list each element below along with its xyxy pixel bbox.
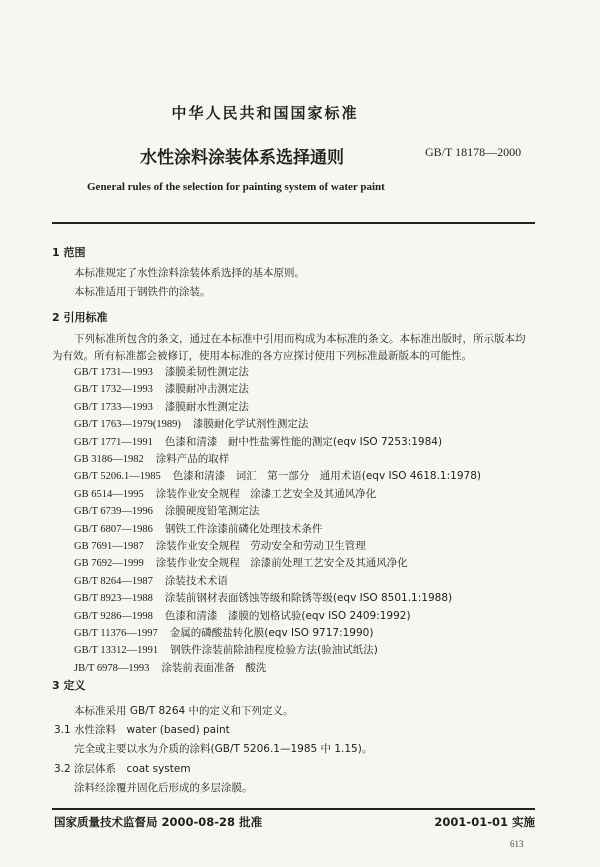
- section-3-intro: 本标准采用 GB/T 8264 中的定义和下列定义。: [74, 705, 294, 717]
- reference-item: [74, 645, 378, 657]
- reference-title: 涂装作业安全规程 劳动安全和劳动卫生管理: [155, 540, 366, 552]
- reference-code: GB/T 8923—1988: [74, 593, 153, 605]
- reference-code: GB 3186—1982: [74, 454, 144, 465]
- reference-title: 色漆和清漆 耐中性盐雾性能的测定(eqv ISO 7253:1984): [164, 435, 443, 448]
- reference-code: GB/T 1733—1993: [74, 401, 153, 413]
- reference-code: GB 7692—1999: [74, 558, 144, 570]
- section-1-heading: 1 范围: [52, 246, 86, 259]
- reference-code: GB/T 11376—1997: [74, 628, 158, 639]
- reference-item: [74, 419, 308, 431]
- reference-code: GB/T 9286—1998: [74, 610, 153, 622]
- standard-code: GB/T 18178—2000: [425, 145, 522, 159]
- reference-item: [74, 524, 322, 536]
- reference-item: [74, 506, 259, 518]
- reference-item: [74, 611, 411, 623]
- section-3-heading: 3 定义: [52, 679, 86, 692]
- section-1-line: 本标准规定了水性涂料涂装体系选择的基本原则。: [74, 267, 305, 279]
- reference-title: 漆膜耐化学试剂性测定法: [192, 418, 309, 431]
- reference-item: [74, 576, 228, 588]
- reference-item: [74, 384, 249, 396]
- bottom-divider: [52, 808, 535, 810]
- section-2-heading: 2 引用标准: [52, 311, 108, 324]
- reference-title: 涂装前钢材表面锈蚀等级和除锈等级(eqv ISO 8501.1:1988): [164, 592, 453, 605]
- reference-item: [74, 471, 481, 483]
- top-divider: [52, 222, 535, 224]
- section-1-line: 本标准适用于钢铁件的涂装。: [74, 286, 211, 298]
- page-number: 613: [510, 839, 524, 849]
- reference-item: [74, 663, 266, 675]
- reference-title: 色漆和清漆 漆膜的划格试验(eqv ISO 2409:1992): [164, 609, 411, 622]
- reference-title: 漆膜耐冲击测定法: [164, 383, 249, 396]
- reference-title: 色漆和清漆 词汇 第一部分 通用术语(eqv ISO 4618.1:1978): [172, 470, 481, 483]
- definition-3-2-body: 涂料经涂覆并固化后形成的多层涂膜。: [74, 782, 253, 794]
- approval-date: 国家质量技术监督局 2000-08-28 批准: [54, 815, 263, 829]
- reference-title: 涂料产品的取样: [155, 453, 230, 465]
- reference-title: 涂装作业安全规程 涂漆工艺安全及其通风净化: [155, 487, 377, 500]
- reference-code: JB/T 6978—1993: [74, 662, 150, 674]
- reference-code: GB/T 1731—1993: [74, 367, 153, 378]
- reference-item: [74, 558, 408, 570]
- reference-code: GB/T 1763—1979(1989): [74, 419, 181, 431]
- definition-3-2-heading: 3.2 涂层体系 coat system: [54, 763, 191, 775]
- reference-title: 金属的磷酸盐转化膜(eqv ISO 9717:1990): [169, 627, 374, 639]
- section-2-paragraph: 下列标准所包含的条文，通过在本标准中引用而构成为本标准的条文。本标准出版时，所示版本均: [74, 333, 526, 345]
- reference-code: GB/T 1771—1991: [74, 436, 153, 448]
- reference-code: GB/T 6807—1986: [74, 523, 153, 535]
- reference-item: [74, 367, 249, 379]
- reference-item: [74, 437, 442, 449]
- definition-3-1-body: 完全或主要以水为介质的涂料(GB/T 5206.1—1985 中 1.15)。: [74, 743, 373, 755]
- reference-item: [74, 541, 366, 553]
- section-2-paragraph: 为有效。所有标准都会被修订，使用本标准的各方应探讨使用下列标准最新版本的可能性。: [52, 350, 472, 362]
- reference-code: GB/T 1732—1993: [74, 384, 153, 396]
- reference-title: 涂膜硬度铅笔测定法: [164, 505, 260, 518]
- reference-title: 涂装作业安全规程 涂漆前处理工艺安全及其通风净化: [155, 557, 408, 570]
- reference-title: 涂装技术术语: [164, 574, 228, 587]
- reference-item: [74, 454, 229, 466]
- reference-title: 漆膜耐水性测定法: [164, 400, 249, 413]
- english-title: General rules of the selection for painting system of water paint: [87, 181, 385, 193]
- reference-item: [74, 593, 452, 605]
- reference-code: GB 7691—1987: [74, 541, 144, 552]
- reference-item: [74, 628, 373, 640]
- reference-title: 钢铁件涂装前除油程度检验方法(验油试纸法): [170, 644, 378, 657]
- reference-code: GB/T 8264—1987: [74, 575, 153, 587]
- reference-item: [74, 402, 249, 414]
- reference-code: GB 6514—1995: [74, 488, 144, 500]
- reference-code: GB/T 13312—1991: [74, 645, 159, 657]
- issuing-authority: 中华人民共和国国家标准: [171, 104, 359, 122]
- reference-title: 钢铁工件涂漆前磷化处理技术条件: [164, 522, 323, 535]
- definition-3-1-heading: 3.1 水性涂料 water (based) paint: [54, 724, 230, 736]
- document-title: 水性涂料涂装体系选择通则: [140, 148, 344, 168]
- reference-title: 涂装前表面准备 酸洗: [161, 661, 267, 674]
- reference-item: [74, 489, 376, 501]
- reference-code: GB/T 5206.1—1985: [74, 471, 161, 483]
- reference-code: GB/T 6739—1996: [74, 506, 153, 518]
- effective-date: 2001-01-01 实施: [434, 815, 535, 829]
- reference-title: 漆膜柔韧性测定法: [164, 366, 249, 378]
